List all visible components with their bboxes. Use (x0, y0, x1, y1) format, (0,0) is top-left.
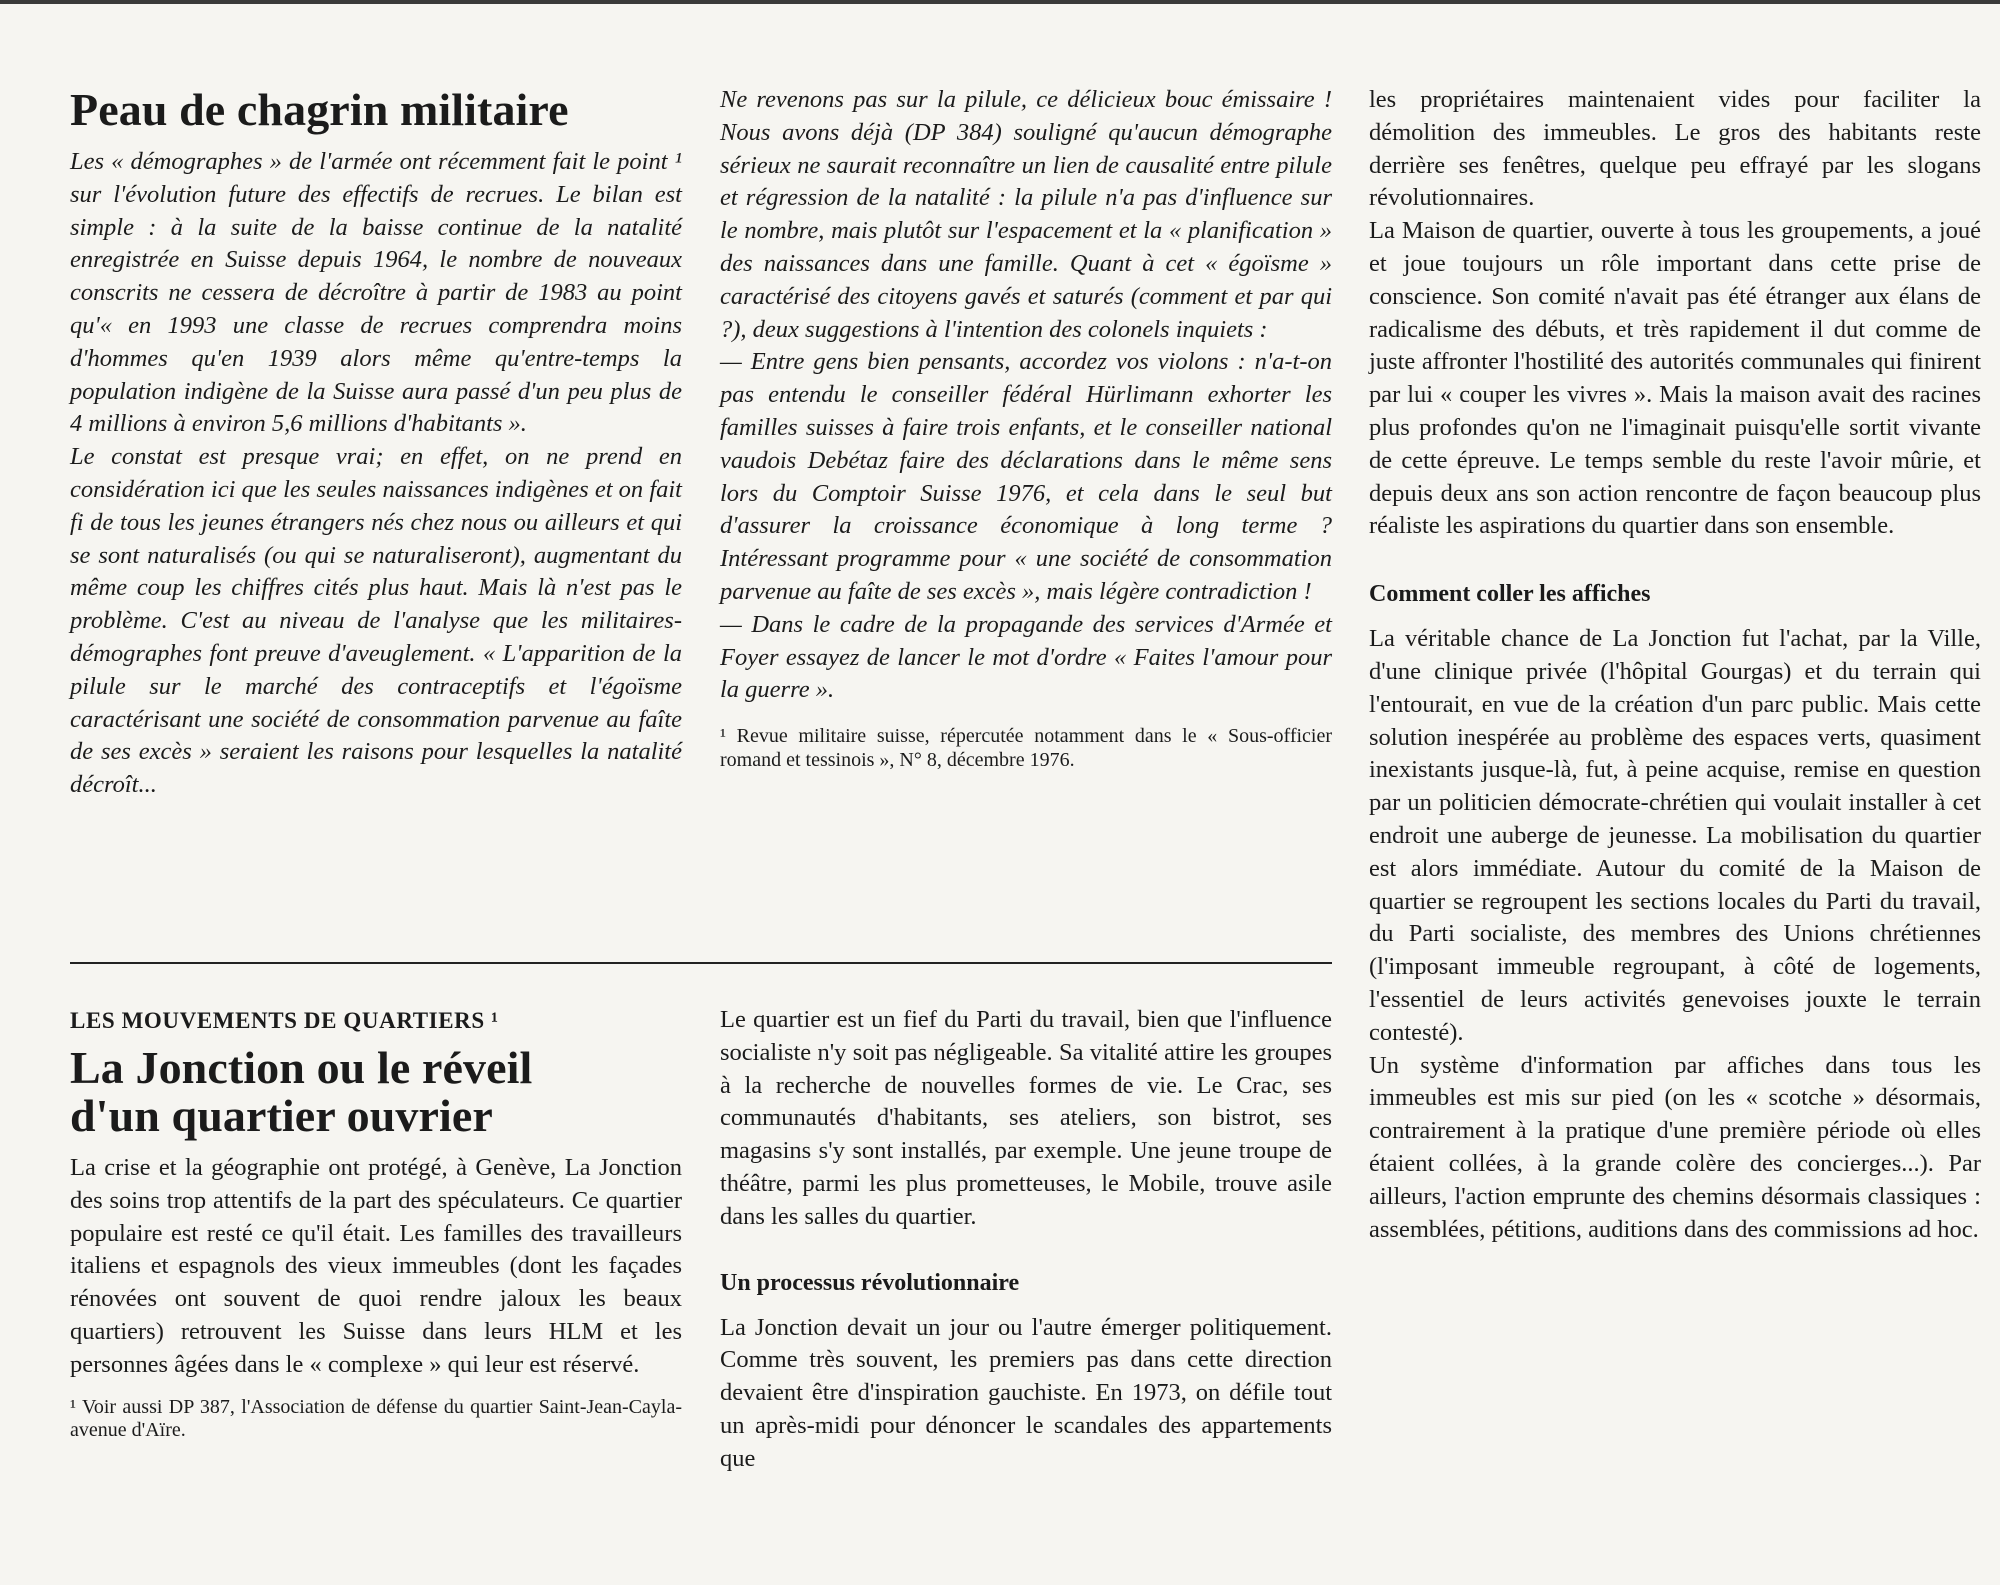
article1-col2 (720, 84, 1332, 772)
article1-title: Peau de chagrin militaire (70, 84, 569, 135)
article2-title-line2: d'un quartier ouvrier (70, 1090, 493, 1141)
article2-paragraph: Un système d'information par affiches dans tous les immeubles est mis sur pied (on les « scotche » désormais, contrairement à la pratique d'une première période où elles étaient collées, à la grande colère des concierges...). Par ailleurs, l'action emprunte des chemins désormais classiques : assemblées, pétitions, auditions dans des commissions ad hoc. (1369, 1051, 1981, 1243)
article1-paragraph: — Entre gens bien pensants, accordez vos violons : n'a-t-on pas entendu le conseiller fédéral Hürlimann exhorter les familles suisses à faire trois enfants, et le conseiller national vaudois Debétaz faire des déclarations dans le même sens lors du Comptoir Suisse 1976, et cela dans le seul but d'assurer la croissance économique à long terme ? Intéressant programme pour « une société de consommation parvenue au faîte de ses excès », mais légère contradiction ! (720, 348, 1332, 605)
article1-footnote: ¹ Revue militaire suisse, répercutée notamment dans le « Sous-officier romand et tessinois », N° 8, décembre 1976. (720, 725, 1332, 771)
article2-col1 (70, 1006, 682, 1443)
top-rule (0, 0, 2000, 4)
article1-col1 (70, 86, 682, 802)
article1-paragraph: Ne revenons pas sur la pilule, ce délicieux bouc émissaire ! Nous avons déjà (DP 384) souligné qu'aucun démographe sérieux ne saurait reconnaître un lien de causalité entre pilule et régression de la natalité : la pilule n'a pas d'influence sur le nombre, mais plutôt sur l'espacement et la « planification » des naissances dans une famille. Quant à cet « égoïsme » caractérisé des citoyens gavés et saturés (comment et par qui ?), deux suggestions à l'intention des colonels inquiets : (720, 86, 1332, 343)
article2-title-line1: La Jonction ou le réveil (70, 1042, 533, 1093)
article2-paragraph: La crise et la géographie ont protégé, à Genève, La Jonction des soins trop attentifs de la part des spéculateurs. Ce quartier populaire est resté ce qu'il était. Les familles des travailleurs italiens et espagnols des vieux immeubles (dont les façades rénovées ont souvent de quoi rendre jaloux les beaux quartiers) retrouvent les Suisse dans leurs HLM et les personnes âgées dans le « complexe » qui leur est réservé. (70, 1154, 682, 1378)
article2-kicker: LES MOUVEMENTS DE QUARTIERS ¹ (70, 1008, 499, 1033)
article2-subhead-2: Comment coller les affiches (1369, 581, 1651, 608)
article2-subhead-1: Un processus révolutionnaire (720, 1269, 1020, 1296)
article2-col3 (1369, 84, 1981, 1246)
section-divider (70, 962, 1332, 964)
article2-footnote: ¹ Voir aussi DP 387, l'Association de défense du quartier Saint-Jean-Cayla-avenue d'Aïre. (70, 1395, 682, 1442)
article2-paragraph: les propriétaires maintenaient vides pour faciliter la démolition des immeubles. Le gros des habitants reste derrière ses fenêtres, quelque peu effrayé par les slogans révolutionnaires. (1369, 86, 1981, 212)
article2-paragraph: Le quartier est un fief du Parti du travail, bien que l'influence socialiste n'y soit pas négligeable. Sa vitalité attire les groupes à la recherche de nouvelles formes de vie. Le Crac, ses communautés d'habitants, ses ateliers, son bistrot, ses magasins s'y sont installés, par exemple. Une jeune troupe de théâtre, parmi les plus prometteuses, le Mobile, trouve asile dans les salles du quartier. (720, 1006, 1332, 1230)
article1-paragraph: — Dans le cadre de la propagande des services d'Armée et Foyer essayez de lancer le mot d'ordre « Faites l'amour pour la guerre ». (720, 610, 1332, 704)
article2-paragraph: La Jonction devait un jour ou l'autre émerger politiquement. Comme très souvent, les premiers pas dans cette direction devaient être d'inspiration gauchiste. En 1973, on défile tout un après-midi pour dénoncer le scandales des appartements que (720, 1313, 1332, 1472)
article1-paragraph: Les « démographes » de l'armée ont récemment fait le point ¹ sur l'évolution future des effectifs de recrues. Le bilan est simple : à la suite de la baisse continue de la natalité enregistrée en Suisse depuis 1964, le nombre de nouveaux conscrits ne cessera de décroître à partir de 1983 au point qu'« en 1993 une classe de recrues comprendra moins d'hommes qu'en 1939 alors même qu'entre-temps la population indigène de la Suisse aura passé d'un peu plus de 4 millions à environ 5,6 millions d'habitants ». (70, 148, 682, 438)
article1-paragraph: Le constat est presque vrai; en effet, on ne prend en considération ici que les seules naissances indigènes et on fait fi de tous les jeunes étrangers nés chez nous ou ailleurs et qui se sont naturalisés (ou qui se naturaliseront), augmentant du même coup les chiffres cités plus haut. Mais là n'est pas le problème. C'est au niveau de l'analyse que les militaires-démographes font preuve d'aveuglement. « L'apparition de la pilule sur le marché des contraceptifs et l'égoïsme caractérisant une société de consommation parvenue au faîte de ses excès » seraient les raisons pour lesquelles la natalité décroît... (70, 443, 682, 799)
article2-col2 (720, 1004, 1332, 1476)
article2-paragraph: La véritable chance de La Jonction fut l'achat, par la Ville, d'une clinique privée (l'hôpital Gourgas) et du terrain qui l'entourait, en vue de la création d'un parc public. Mais cette solution inespérée au problème des espaces verts, quasiment inexistants jusque-là, fut, à peine acquise, remise en question par un politicien démocrate-chrétien qui voulait installer à cet endroit une auberge de jeunesse. La mobilisation du quartier est alors immédiate. Autour du comité de la Maison de quartier se regroupent les sections locales du Parti du travail, du Parti socialiste, des membres des Unions chrétiennes (l'imposant immeuble regroupant, à côté de logements, l'essentiel de leurs activités genevoises jouxte le terrain contesté). (1369, 625, 1981, 1046)
article2-paragraph: La Maison de quartier, ouverte à tous les groupements, a joué et joue toujours un rôle important dans cette prise de conscience. Son comité n'avait pas été étranger aux élans de radicalisme des débuts, et très rapidement il dut comme de juste affronter l'hostilité des autorités communales qui finirent par lui « couper les vivres ». Mais la maison avait des racines plus profondes qu'on ne l'imaginait puisqu'elle sortit vivante de cette épreuve. Le temps semble du reste l'avoir mûrie, et depuis deux ans son action rencontre de façon beaucoup plus réaliste les aspirations du quartier dans son ensemble. (1369, 217, 1981, 540)
